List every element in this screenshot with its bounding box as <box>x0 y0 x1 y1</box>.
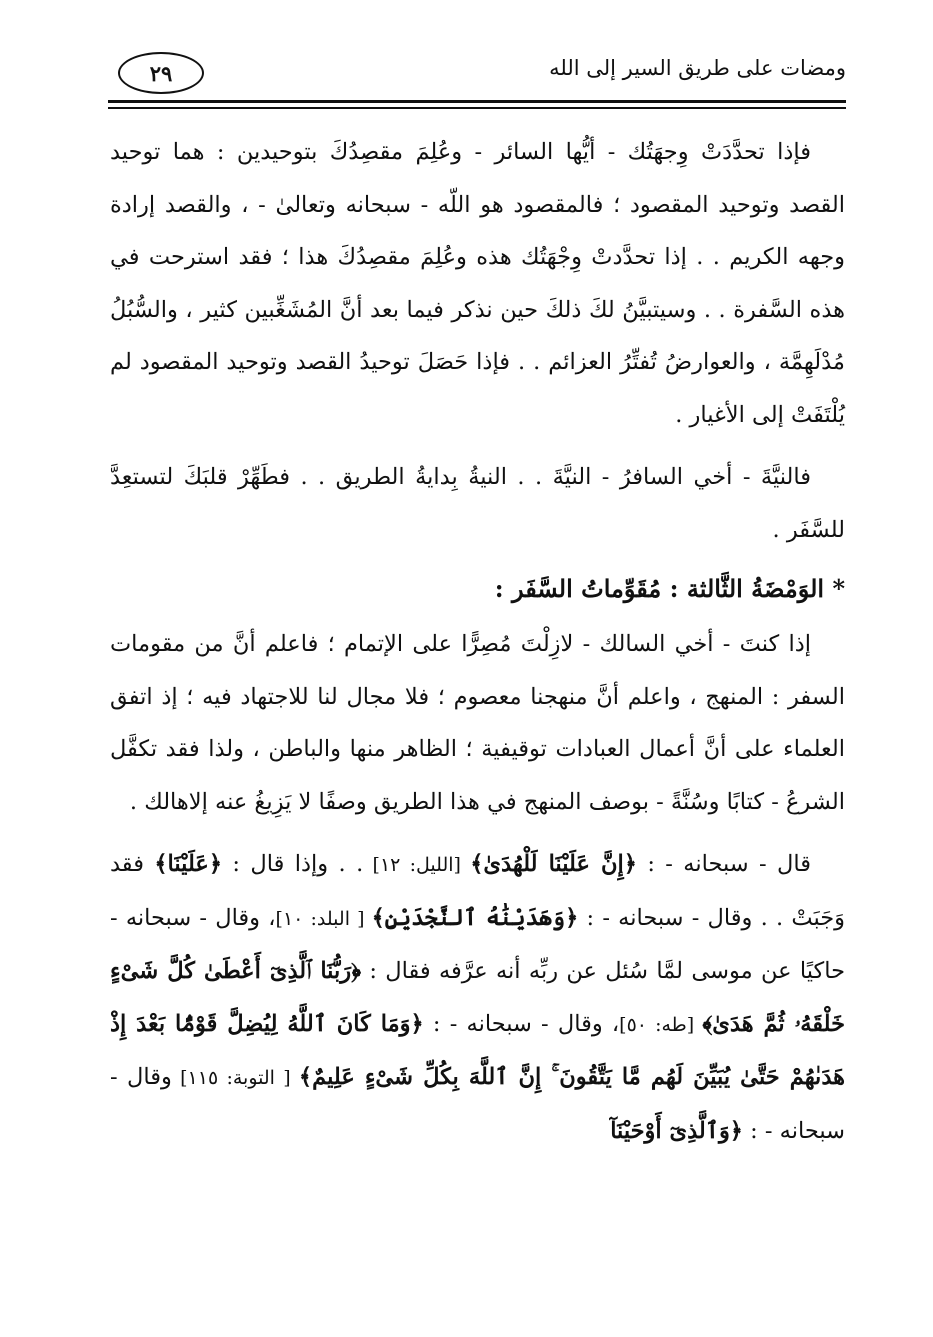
ref-tawba: [ التوبة: ١١٥] <box>171 1067 299 1089</box>
verse-continued: ﴿وَٱلَّذِىٓ أَوْحَيْنَآ <box>610 1117 743 1144</box>
star-bullet: * <box>832 574 845 603</box>
paragraph-manhaj: إذا كنتَ - أخي السالك - لازِلْتَ مُصِرًّا على الإتمام ؛ فاعلم أنَّ من مقومات السفر : المنهج ، واعلم أنَّ منهجنا معصوم ؛ فلا مجال لنا للاجتهاد فيه ؛ إذ اتفق العلماء على أنَّ أعمال العبادات توقيفية ؛ الظاهر منها والباطن ، ولذا فقد تكفَّل الشرعُ - كتابًا وسُنَّةً - بوصف المنهج في هذا الطريق وصفًا لا يَزِيغُ عنه إلاهالك . <box>110 631 845 815</box>
paragraph-intention: فإذا تحدَّدَتْ وِجهَتُك - أيُّها السائر - وعُلِمَ مقصِدُكَ بتوحيدين : هما توحيد القصد وتوحيد المقصود ؛ فالمقصود هو اللّه - سبحانه وتعالىٰ - ، والقصد إرادة وجهه الكريم . . إذا تحدَّدتْ وِجْهَتُك هذه وعُلِمَ مقصِدُكَ هذا ؛ فقد استرحت في هذه السَّفرة . . وسيتبيَّنُ لكَ ذلكَ حين نذكر فيما بعد أنَّ المُشَغِّبين كثير ، والسُّبُلُ مُدْلَهِمَّة ، والعوارضُ تُفتِّرُ العزائم . . فإذا حَصَلَ توحيدُ القصد وتوحيد المقصود لم يُلْتَفَتْ إلى الأغيار . <box>110 139 845 428</box>
section-heading-text: الوَمْضَةُ الثَّالثة : مُقَوِّماتُ السَّفَر : <box>494 574 825 603</box>
page-number-badge <box>118 52 204 94</box>
page-header <box>108 40 846 102</box>
paragraph-niyyah: فالنيَّةَ - أخي السافرُ - النيَّةَ . . النيةُ بِدايةُ الطريق . . فطَهِّرْ قلبَكَ لتستعِدَّ للسَّفَر . <box>110 464 845 543</box>
quote-intro: قال - سبحانه - : <box>636 851 811 877</box>
verse-taha: ﴿رَبُّنَا ٱلَّذِىٓ أَعْطَىٰ كُلَّ شَىْءٍ خَلْقَهُۥ ثُمَّ هَدَىٰ﴾ <box>110 958 845 1037</box>
ref-taha: [طه: ٥٠] <box>619 1013 703 1036</box>
verse-word: ﴿عَلَيْنَا﴾ <box>154 851 223 877</box>
quote-after-2: ، وقال - سبحانه - حاكيًا عن موسى لمَّا سُئل عن ربِّه أنه عرَّفه فقال : <box>110 904 845 984</box>
running-title: ومضات على طريق السير إلى الله <box>549 56 846 80</box>
quote-after-4: وقال - سبحانه - : <box>110 1064 845 1144</box>
ref-balad: [ البلد: ١٠] <box>275 907 372 930</box>
quote-after-3: ، وقال - سبحانه - : <box>423 1010 620 1037</box>
paragraph-quotes <box>110 838 845 1157</box>
header-rule-thick <box>108 100 846 103</box>
quote-mid: . . وإذا قال : <box>222 851 364 877</box>
ref-lail: [الليل: ١٢] <box>363 854 471 876</box>
verse-lail: ﴿إِنَّ عَلَيْنَا لَلْهُدَىٰ﴾ <box>470 851 637 877</box>
verse-balad: ﴿وَهَدَيْنَٰهُ ٱلنَّجْدَيْنِ﴾ <box>371 904 579 931</box>
header-rule-thin <box>108 107 846 109</box>
page-body <box>110 126 845 1157</box>
page-number: ٢٩ <box>149 60 173 86</box>
section-heading <box>110 564 845 614</box>
verse-tawba: ﴿وَمَا كَانَ ٱللَّهُ لِيُضِلَّ قَوْمًۢا بَعْدَ إِذْ هَدَىٰهُمْ حَتَّىٰ يُبَيِّنَ لَهُم مَّا يَتَّقُونَ ۚ إِنَّ ٱللَّهَ بِكُلِّ شَىْءٍ عَلِيمٌ﴾ <box>110 1010 845 1090</box>
quote-after-1: فقد وَجَبَتْ . . وقال - سبحانه - : <box>110 851 846 931</box>
